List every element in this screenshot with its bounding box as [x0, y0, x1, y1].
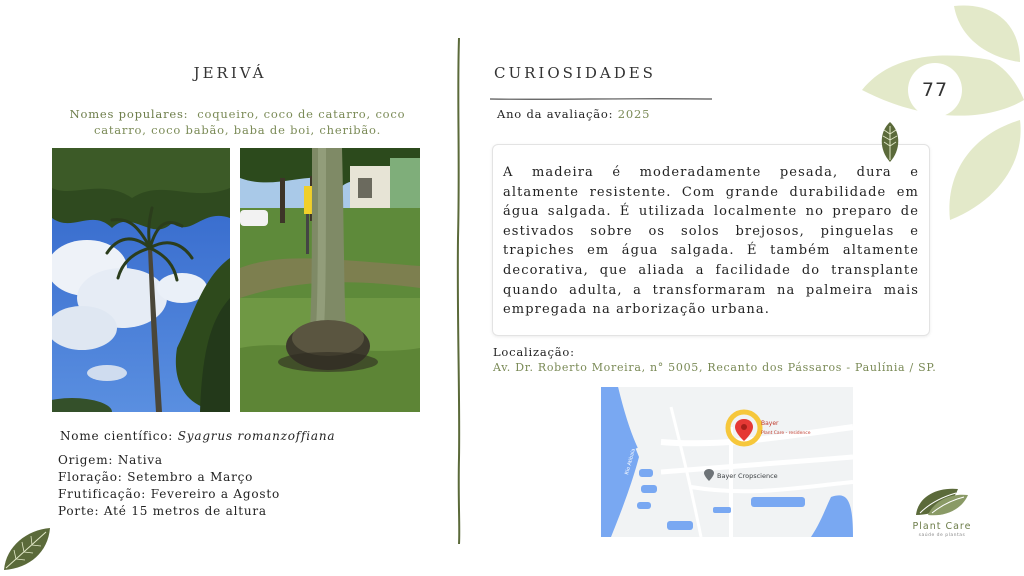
description-text: A madeira é moderadamente pesada, dura e altamente resistente. Com grande durabilidade em água salgada. É utilizada localmente no preparo de estivados sobre os solos brejosos, pinguelas e trapiches em água salgada. É também altamente decorativa, que aliada a facilidade do transplante quando adulta, a transformaram na palmeira mais empregada na arborização urbana. — [503, 165, 919, 318]
popular-names-label: Nomes populares: — [69, 107, 189, 121]
page-number: 77 — [908, 63, 962, 117]
scientific-name-label: Nome científico: — [60, 429, 174, 443]
fact-origin: Origem: Nativa — [58, 453, 163, 467]
scientific-name — [60, 429, 335, 443]
curiosities-title: CURIOSIDADES — [494, 64, 656, 82]
fact-flowering: Floração: Setembro a Março — [58, 470, 254, 484]
map-pin-label: Bayer — [761, 420, 779, 427]
evaluation-year-value: 2025 — [617, 107, 651, 121]
column-divider — [455, 38, 463, 544]
map-pin-sublabel: Plant Care - residence — [761, 431, 811, 436]
corner-leaf-icon — [2, 526, 52, 572]
map-road-label: Rio Atibaia — [624, 447, 637, 476]
palm-sky-photo — [52, 148, 230, 412]
popular-names — [55, 106, 420, 138]
fact-fruiting: Frutificação: Fevereiro a Agosto — [58, 487, 281, 501]
popular-names-value: coqueiro, coco de catarro, coco catarro, coco babão, baba de boi, cheribão. — [93, 107, 406, 137]
species-title: JERIVÁ — [193, 64, 267, 82]
logo-tagline: saúde de plantas — [918, 533, 966, 538]
plant-care-logo-icon — [912, 485, 972, 519]
evaluation-year-label: Ano da avaliação: — [497, 107, 614, 121]
title-underline — [490, 86, 712, 90]
scientific-name-value: Syagrus romanzoffiana — [177, 429, 336, 443]
evaluation-year — [497, 107, 650, 121]
location-label: Localização: — [493, 345, 575, 359]
fact-size: Porte: Até 15 metros de altura — [58, 504, 267, 518]
facts-list — [58, 452, 280, 520]
logo-name: Plant Care — [912, 521, 972, 532]
location-map[interactable] — [601, 387, 853, 537]
small-leaf-icon — [879, 122, 901, 162]
location-address: Av. Dr. Roberto Moreira, n° 5005, Recanto dos Pássaros - Paulínia / SP. — [493, 361, 937, 374]
map-place-label: Bayer Cropscience — [717, 472, 778, 480]
palm-trunk-photo — [240, 148, 420, 412]
